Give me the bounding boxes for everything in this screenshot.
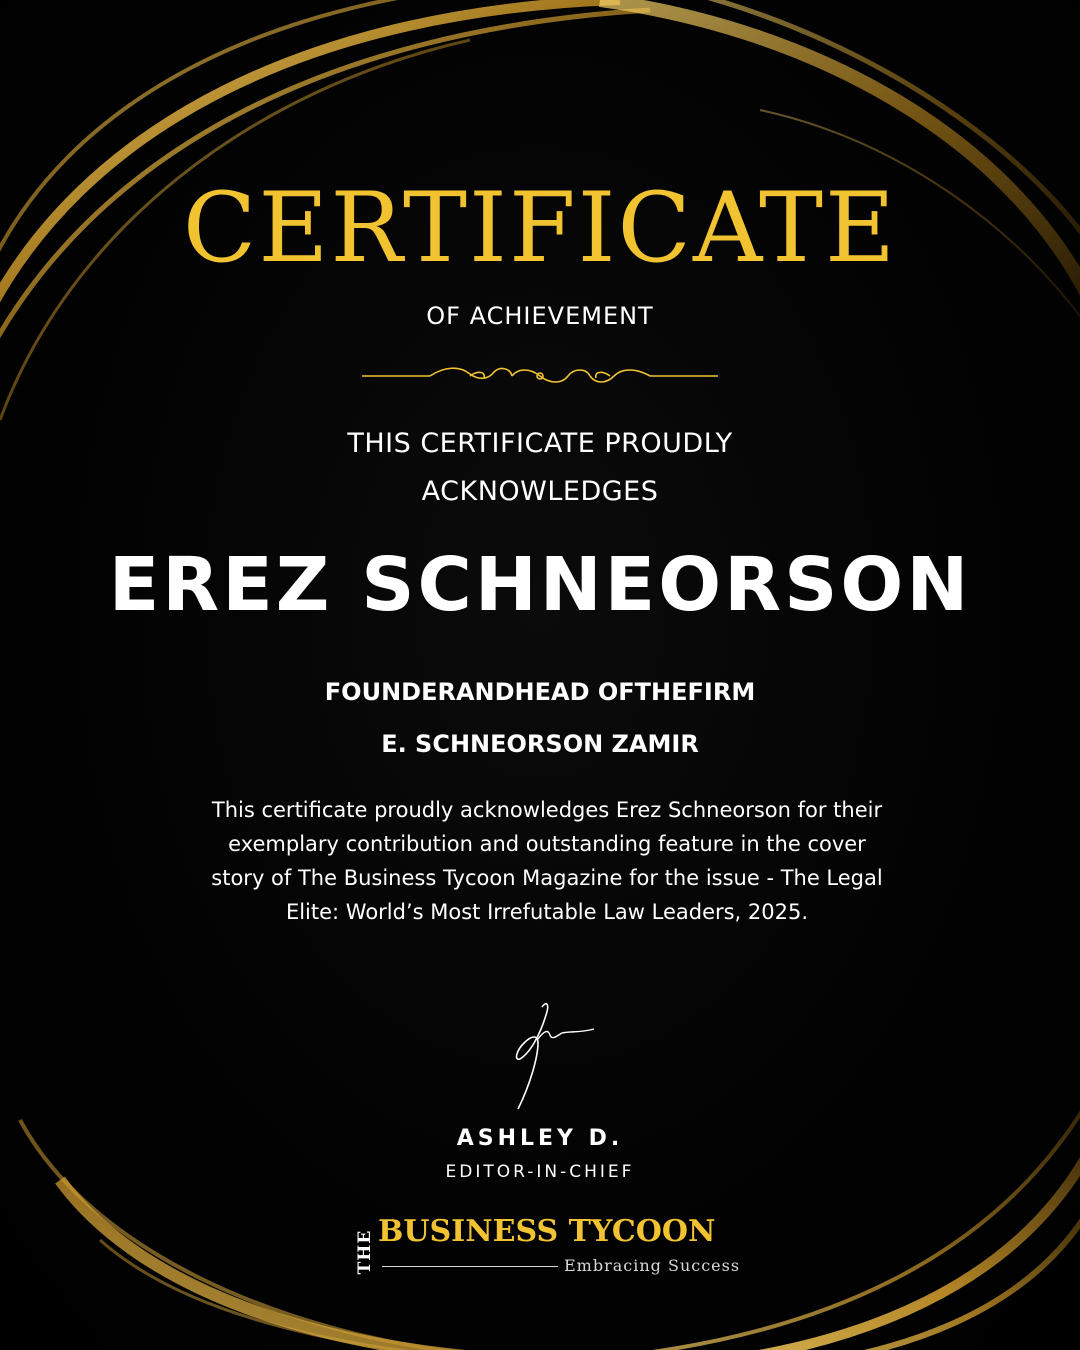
acknowledgement-text xyxy=(0,420,1080,516)
logo-prefix-text: THE xyxy=(355,1229,375,1275)
certificate-subtitle: OF ACHIEVEMENT xyxy=(426,302,654,330)
ack-line-2: ACKNOWLEDGES xyxy=(421,476,659,507)
logo-rule xyxy=(382,1266,558,1267)
signature-icon xyxy=(500,995,600,1115)
ack-line-1: THIS CERTIFICATE PROUDLY xyxy=(347,428,733,459)
certificate-title: CERTIFICATE xyxy=(182,172,898,284)
logo-prefix xyxy=(355,1222,373,1282)
business-tycoon-logo xyxy=(350,1212,750,1282)
signer-name: ASHLEY D. xyxy=(456,1126,624,1151)
logo-tagline: Embracing Success xyxy=(564,1256,741,1275)
recipient-firm: E. SCHNEORSON ZAMIR xyxy=(381,730,699,758)
recipient-name: EREZ SCHNEORSON xyxy=(108,542,972,628)
certificate-body-text: This certificate proudly acknowledges Erez Schneorson for their exemplary contribution and outstanding feature in the cover story of The Business Tycoon Magazine for the issue - The Legal Elite: World’s Most Irrefutable Law Leaders, 2025. xyxy=(211,798,883,924)
recipient-role: FOUNDERANDHEAD OFTHEFIRM xyxy=(324,678,756,706)
logo-name: BUSINESS TYCOON xyxy=(378,1214,716,1249)
signer-title: EDITOR-IN-CHIEF xyxy=(445,1162,635,1182)
ornament-divider-icon xyxy=(360,362,720,390)
